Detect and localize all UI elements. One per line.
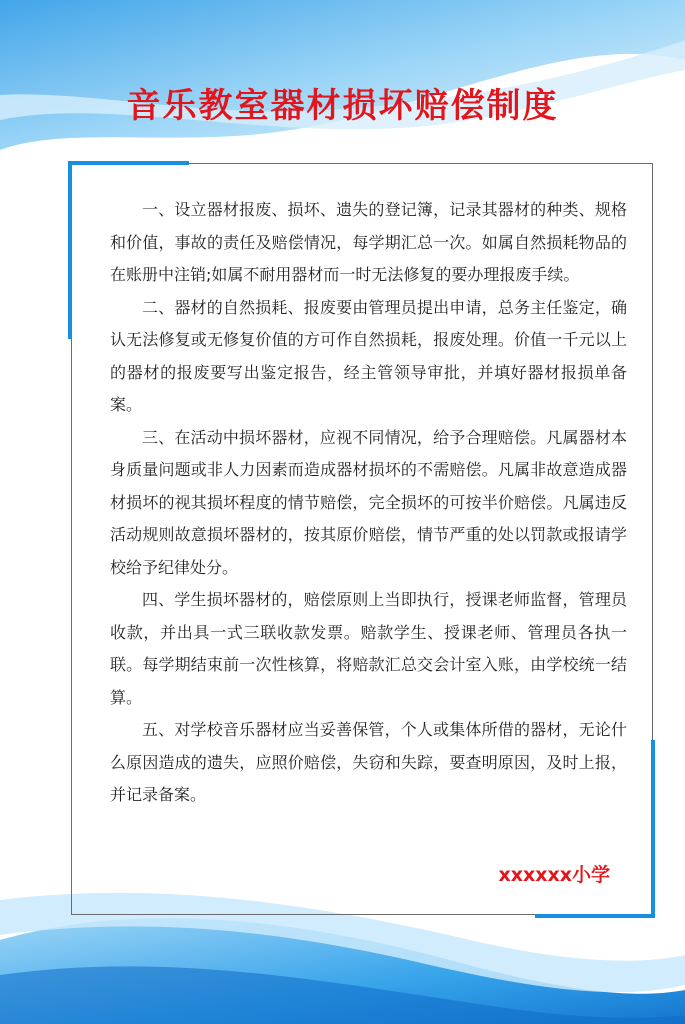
- frame-accent-bottom-right-vertical: [651, 740, 655, 918]
- school-signature: xxxxxx小学: [498, 864, 610, 886]
- frame-accent-bottom-right: [535, 914, 655, 918]
- regulation-text: [110, 194, 627, 812]
- frame-accent-top-left: [71, 161, 189, 165]
- paragraph-5: 五、对学校音乐器材应当妥善保管，个人或集体所借的器材，无论什么原因造成的遗失，应照价赔偿，失窃和失踪，要查明原因，及时上报，并记录备案。: [110, 720, 627, 804]
- page-title: 音乐教室器材损坏赔偿制度: [126, 86, 559, 126]
- paragraph-1: 一、设立器材报废、损坏、遗失的登记簿，记录其器材的种类、规格和价值，事故的责任及赔偿情况，每学期汇总一次。如属自然损耗物品的在账册中注销;如属不耐用器材而一时无法修复的要办理报废手续。: [110, 200, 627, 284]
- paragraph-4: 四、学生损坏器材的，赔偿原则上当即执行，授课老师监督，管理员收款，并出具一式三联收款发票。赔款学生、授课老师、管理员各执一联。每学期结束前一次性核算，将赔款汇总交会计室入账，由学校统一结算。: [110, 590, 627, 707]
- frame-accent-top-left-vertical: [68, 161, 72, 339]
- paragraph-3: 三、在活动中损坏器材，应视不同情况，给予合理赔偿。凡属器材本身质量问题或非人力因素而造成器材损坏的不需赔偿。凡属非故意造成器材损坏的视其损坏程度的情节赔偿，完全损坏的可按半价赔偿。凡属违反活动规则故意损坏器材的，按其原价赔偿，情节严重的处以罚款或报请学校给予纪律处分。: [110, 427, 627, 577]
- paragraph-2: 二、器材的自然损耗、报废要由管理员提出申请，总务主任鉴定，确认无法修复或无修复价值的方可作自然损耗，报废处理。价值一千元以上的器材的报废要写出鉴定报告，经主管领导审批，并填好器材报损单备案。: [110, 297, 627, 414]
